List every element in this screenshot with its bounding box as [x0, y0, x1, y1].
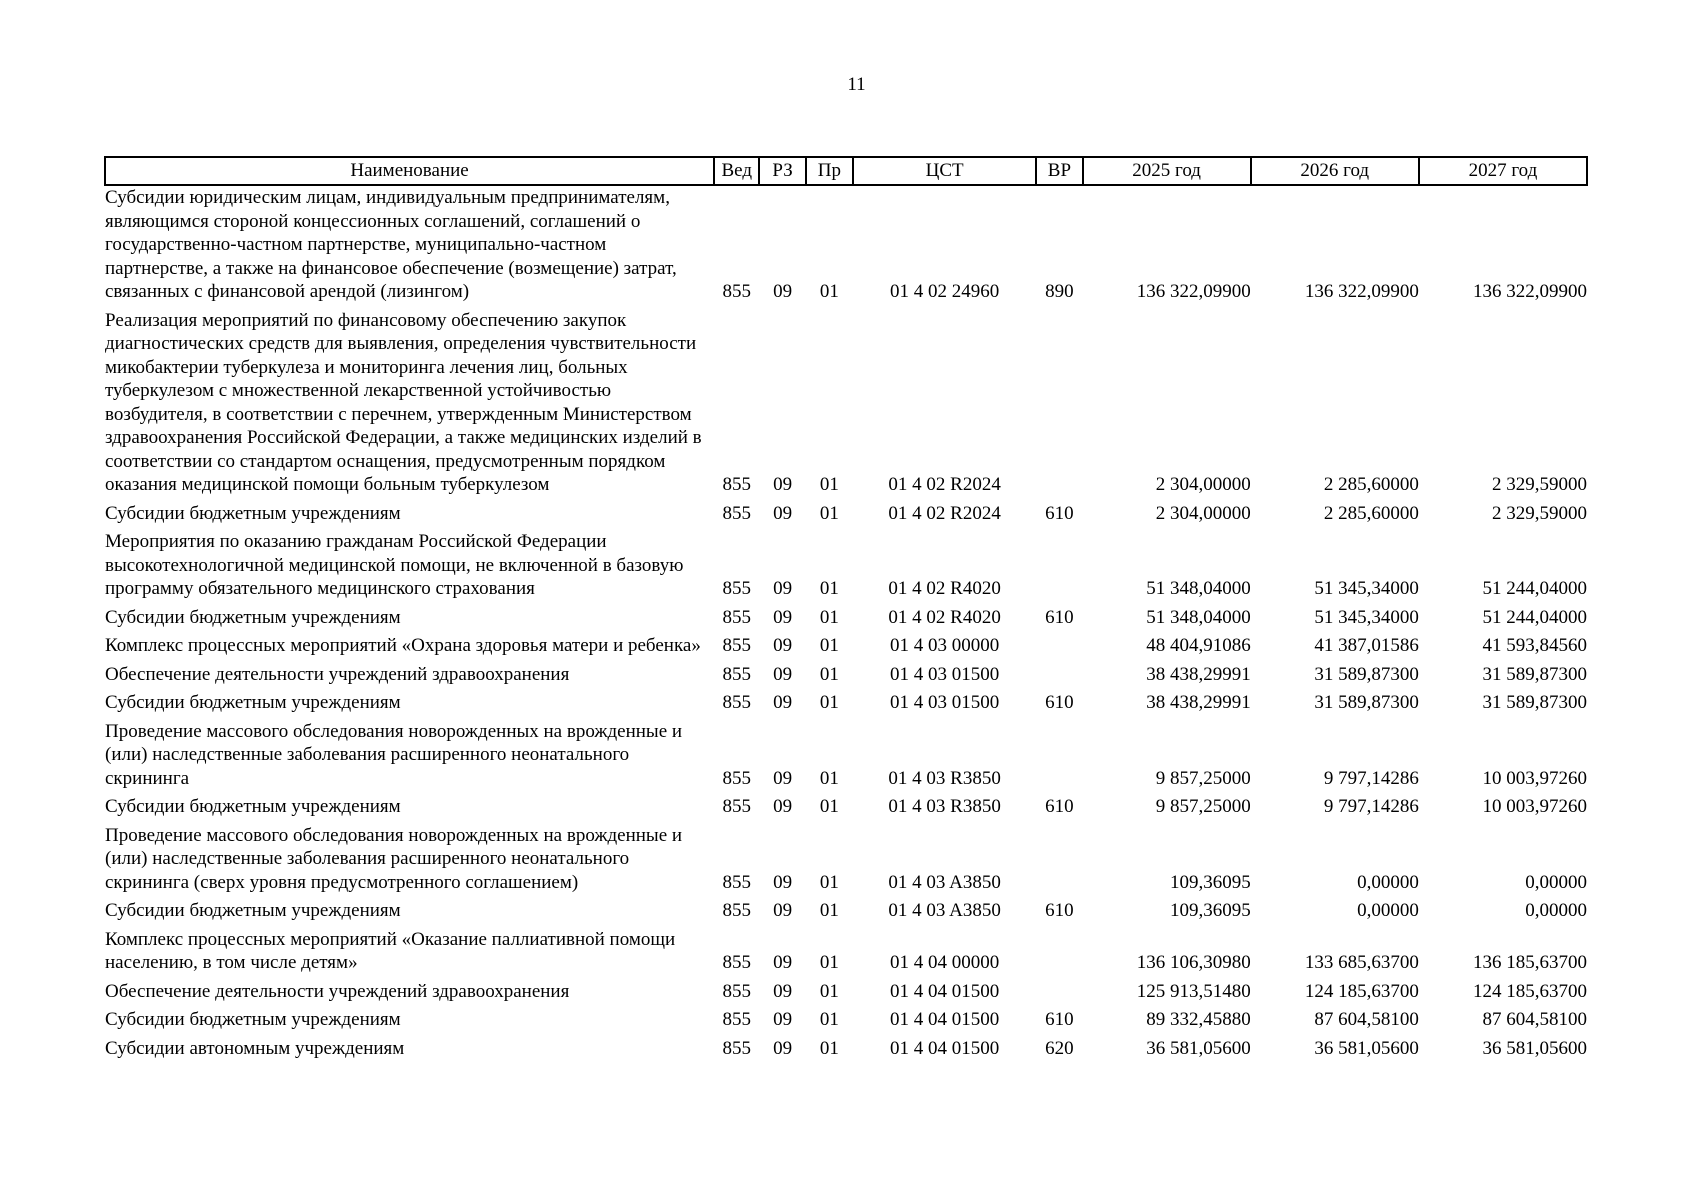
row-rz: 09	[773, 980, 793, 1002]
row-2027: 51 244,04000	[1482, 578, 1587, 599]
row-2027: 31 589,87300	[1482, 663, 1587, 685]
table-row	[105, 663, 1587, 692]
row-pr: 01	[819, 900, 839, 921]
row-2025: 2 304,00000	[1155, 474, 1251, 495]
row-2025: 9 857,25000	[1155, 767, 1251, 789]
table-row	[105, 795, 1587, 824]
row-vr	[1036, 309, 1082, 502]
row-2025: 136 322,09900	[1136, 281, 1251, 302]
header-2027: 2027 год	[1419, 157, 1587, 185]
row-pr: 01	[819, 952, 839, 973]
row-cst: 01 4 03 A3850	[888, 900, 1001, 921]
row-2027: 124 185,63700	[1473, 980, 1587, 1002]
row-2025: 2 304,00000	[1155, 502, 1251, 524]
row-ved: 855	[722, 635, 751, 656]
row-2027: 2 329,59000	[1492, 474, 1587, 495]
row-2026: 9 797,14286	[1323, 796, 1419, 817]
row-pr: 01	[819, 663, 839, 685]
row-2026: 133 685,63700	[1304, 952, 1419, 973]
table-row	[105, 530, 1587, 606]
row-rz: 09	[773, 474, 793, 495]
table-row	[105, 502, 1587, 531]
row-vr: 620	[1045, 1037, 1074, 1059]
table-header-row	[105, 157, 1587, 185]
table-row	[105, 928, 1587, 980]
row-name: Обеспечение деятельности учреждений здравоохранения	[105, 663, 570, 685]
row-ved: 855	[722, 1009, 751, 1030]
header-vr: ВР	[1036, 157, 1082, 185]
row-ved: 855	[722, 900, 751, 921]
row-name: Комплекс процессных мероприятий «Охрана здоровья матери и ребенка»	[105, 635, 701, 656]
row-name: Субсидии бюджетным учреждениям	[105, 692, 401, 713]
row-cst: 01 4 03 R3850	[888, 796, 1001, 817]
header-cst: ЦСТ	[853, 157, 1036, 185]
row-2026: 136 322,09900	[1304, 281, 1419, 302]
table-row	[105, 309, 1587, 502]
row-name: Субсидии автономным учреждениям	[105, 1037, 405, 1059]
row-pr: 01	[819, 980, 839, 1002]
row-rz: 09	[773, 952, 793, 973]
row-ved: 855	[722, 474, 751, 495]
row-2025: 9 857,25000	[1155, 796, 1251, 817]
row-rz: 09	[773, 578, 793, 599]
row-name: Субсидии бюджетным учреждениям	[105, 900, 401, 921]
row-pr: 01	[819, 796, 839, 817]
row-2026: 2 285,60000	[1323, 474, 1419, 495]
row-vr: 610	[1045, 1009, 1074, 1030]
row-ved: 855	[722, 502, 751, 524]
row-name: Комплекс процессных мероприятий «Оказание паллиативной помощи населению, в том числе детям»	[105, 928, 676, 973]
row-ved: 855	[722, 1037, 751, 1059]
row-2026: 2 285,60000	[1323, 502, 1419, 524]
row-pr: 01	[819, 1009, 839, 1030]
row-name: Обеспечение деятельности учреждений здравоохранения	[105, 980, 570, 1002]
row-ved: 855	[722, 606, 751, 628]
row-2026: 51 345,34000	[1314, 578, 1419, 599]
header-rz: РЗ	[759, 157, 805, 185]
row-2027: 41 593,84560	[1482, 635, 1587, 656]
header-name: Наименование	[105, 157, 714, 185]
row-2027: 2 329,59000	[1492, 502, 1587, 524]
row-vr	[1036, 824, 1082, 900]
row-vr: 890	[1045, 281, 1074, 302]
row-pr: 01	[819, 502, 839, 524]
row-rz: 09	[773, 502, 793, 524]
row-2027: 10 003,97260	[1482, 796, 1587, 817]
row-2027: 10 003,97260	[1482, 767, 1587, 789]
row-ved: 855	[722, 578, 751, 599]
row-cst: 01 4 02 24960	[890, 281, 1000, 302]
row-ved: 855	[722, 952, 751, 973]
row-pr: 01	[819, 606, 839, 628]
row-rz: 09	[773, 900, 793, 921]
row-2025: 109,36095	[1169, 900, 1251, 921]
header-2025: 2025 год	[1083, 157, 1251, 185]
row-2025: 125 913,51480	[1136, 980, 1251, 1002]
row-vr	[1036, 634, 1082, 663]
row-2026: 87 604,58100	[1314, 1009, 1419, 1030]
row-vr	[1036, 980, 1082, 1009]
row-cst: 01 4 02 R2024	[888, 502, 1001, 524]
row-2025: 38 438,29991	[1146, 663, 1251, 685]
row-2026: 31 589,87300	[1314, 663, 1419, 685]
header-ved: Вед	[714, 157, 759, 185]
row-rz: 09	[773, 606, 793, 628]
row-vr: 610	[1045, 606, 1074, 628]
table-row	[105, 720, 1587, 796]
row-pr: 01	[819, 1037, 839, 1059]
row-cst: 01 4 02 R4020	[888, 606, 1001, 628]
row-vr: 610	[1045, 502, 1074, 524]
row-2027: 51 244,04000	[1482, 606, 1587, 628]
row-pr: 01	[819, 635, 839, 656]
row-2026: 0,00000	[1357, 900, 1419, 921]
row-cst: 01 4 02 R4020	[888, 578, 1001, 599]
table-row	[105, 185, 1587, 309]
row-rz: 09	[773, 635, 793, 656]
row-ved: 855	[722, 692, 751, 713]
row-rz: 09	[773, 767, 793, 789]
row-2027: 87 604,58100	[1482, 1009, 1587, 1030]
row-2027: 36 581,05600	[1482, 1037, 1587, 1059]
row-2027: 0,00000	[1525, 871, 1587, 893]
row-name: Субсидии бюджетным учреждениям	[105, 1009, 401, 1030]
row-pr: 01	[819, 692, 839, 713]
row-rz: 09	[773, 663, 793, 685]
row-ved: 855	[722, 281, 751, 302]
row-pr: 01	[819, 281, 839, 302]
row-2027: 136 185,63700	[1473, 952, 1587, 973]
table-row	[105, 980, 1587, 1009]
row-pr: 01	[819, 578, 839, 599]
row-2026: 124 185,63700	[1304, 980, 1419, 1002]
row-2027: 31 589,87300	[1482, 692, 1587, 713]
row-2025: 36 581,05600	[1146, 1037, 1251, 1059]
row-vr: 610	[1045, 900, 1074, 921]
row-ved: 855	[722, 871, 751, 893]
row-ved: 855	[722, 767, 751, 789]
row-2025: 109,36095	[1169, 871, 1251, 893]
row-rz: 09	[773, 281, 793, 302]
row-cst: 01 4 03 A3850	[888, 871, 1001, 893]
row-cst: 01 4 03 R3850	[888, 767, 1001, 789]
row-name: Проведение массового обследования новорожденных на врожденные и (или) наследственные заболевания расширенного неонатального скрининга	[105, 720, 683, 789]
row-pr: 01	[819, 474, 839, 495]
row-cst: 01 4 03 00000	[890, 635, 1000, 656]
header-2026: 2026 год	[1251, 157, 1419, 185]
row-cst: 01 4 04 01500	[890, 980, 1000, 1002]
row-vr	[1036, 928, 1082, 980]
row-name: Субсидии бюджетным учреждениям	[105, 502, 401, 524]
row-ved: 855	[722, 663, 751, 685]
header-pr: Пр	[806, 157, 853, 185]
row-2025: 136 106,30980	[1136, 952, 1251, 973]
row-vr: 610	[1045, 796, 1074, 817]
row-cst: 01 4 04 01500	[890, 1009, 1000, 1030]
row-cst: 01 4 02 R2024	[888, 474, 1001, 495]
table-row	[105, 606, 1587, 635]
table-row	[105, 1008, 1587, 1037]
row-cst: 01 4 03 01500	[890, 663, 1000, 685]
row-cst: 01 4 04 00000	[890, 952, 1000, 973]
row-rz: 09	[773, 1037, 793, 1059]
budget-table	[104, 156, 1588, 1065]
row-vr	[1036, 530, 1082, 606]
row-2027: 0,00000	[1525, 900, 1587, 921]
row-vr	[1036, 663, 1082, 692]
row-2026: 41 387,01586	[1314, 635, 1419, 656]
row-2027: 136 322,09900	[1473, 281, 1587, 302]
row-rz: 09	[773, 871, 793, 893]
row-2026: 0,00000	[1357, 871, 1419, 893]
row-cst: 01 4 04 01500	[890, 1037, 1000, 1059]
row-pr: 01	[819, 871, 839, 893]
row-rz: 09	[773, 692, 793, 713]
row-ved: 855	[722, 796, 751, 817]
row-2025: 48 404,91086	[1146, 635, 1251, 656]
row-name: Субсидии бюджетным учреждениям	[105, 796, 401, 817]
row-name: Субсидии бюджетным учреждениям	[105, 606, 401, 628]
row-2025: 89 332,45880	[1146, 1009, 1251, 1030]
table-row	[105, 899, 1587, 928]
table-row	[105, 691, 1587, 720]
row-name: Мероприятия по оказанию гражданам Российской Федерации высокотехнологичной медицинской помощи, не включенной в базовую программу обязательного медицинского страхования	[105, 531, 684, 599]
page-number: 11	[847, 74, 866, 95]
row-2026: 9 797,14286	[1323, 767, 1419, 789]
row-cst: 01 4 03 01500	[890, 692, 1000, 713]
row-2025: 51 348,04000	[1146, 578, 1251, 599]
row-pr: 01	[819, 767, 839, 789]
row-2025: 51 348,04000	[1146, 606, 1251, 628]
row-ved: 855	[722, 980, 751, 1002]
table-row	[105, 1037, 1587, 1066]
row-rz: 09	[773, 1009, 793, 1030]
row-2025: 38 438,29991	[1146, 692, 1251, 713]
table-row	[105, 824, 1587, 900]
row-name: Проведение массового обследования новорожденных на врожденные и (или) наследственные заболевания расширенного неонатального скрининга (сверх уровня предусмотренного соглашением)	[105, 824, 683, 893]
table-row	[105, 634, 1587, 663]
row-rz: 09	[773, 796, 793, 817]
row-vr: 610	[1045, 692, 1074, 713]
row-name: Субсидии юридическим лицам, индивидуальным предпринимателям, являющимся стороной концессионных соглашений, соглашений о государственно-частном партнерстве, муниципально-частном партнерстве, а также на финансовое обеспечение (возмещение) затрат, связанных с финансовой арендой (лизингом)	[105, 187, 677, 302]
row-name: Реализация мероприятий по финансовому обеспечению закупок диагностических средств для выявления, определения чувствительности микобактерии туберкулеза и мониторинга лечения лиц, больных туберкулезом с множественной лекарственной устойчивостью возбудителя, в соответствии с перечнем, утвержденным Министерством здравоохранения Российской Федерации, а также медицинских изделий в соответствии со стандартом оснащения, предусмотренным порядком оказания медицинской помощи больным туберкулезом	[105, 309, 702, 495]
row-2026: 31 589,87300	[1314, 692, 1419, 713]
row-2026: 51 345,34000	[1314, 606, 1419, 628]
row-2026: 36 581,05600	[1314, 1037, 1419, 1059]
row-vr	[1036, 720, 1082, 796]
